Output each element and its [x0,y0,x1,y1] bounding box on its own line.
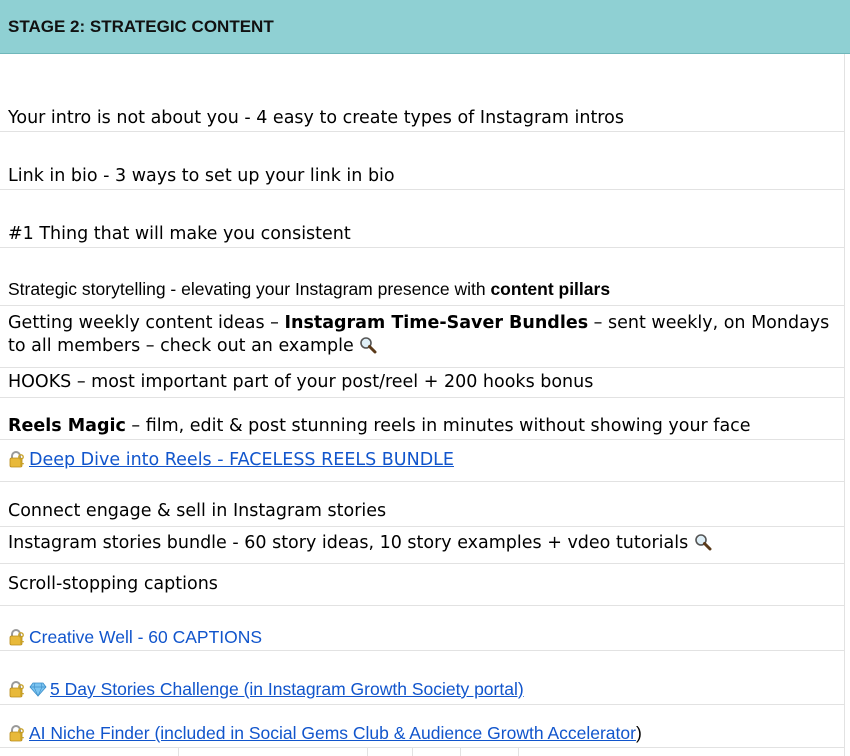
hooks-text: HOOKS – most important part of your post/reel + 200 hooks bonus [8,372,594,392]
lock-key-icon [8,628,26,646]
magnifying-glass-icon [694,533,712,551]
weekly-cell [8,312,838,358]
table-row[interactable] [0,482,844,527]
table-row[interactable] [0,368,844,398]
deep-dive-link[interactable]: Deep Dive into Reels - FACELESS REELS BUNDLE [29,450,454,470]
table-row[interactable] [0,651,844,705]
stage-header-row[interactable] [0,0,850,54]
table-row[interactable] [0,705,844,748]
ai-niche-link[interactable]: AI Niche Finder (included in Social Gems Club & Audience Growth Accelerator [29,723,636,743]
storytelling-text: Strategic storytelling - elevating your Instagram presence with [8,279,491,299]
ai-niche-suffix: ) [635,723,642,743]
table-row[interactable] [0,398,844,440]
creative-well-link[interactable]: Creative Well - 60 CAPTIONS [29,627,263,647]
connect-text: Connect engage & sell in Instagram stories [8,501,387,521]
column-divider [367,748,368,756]
column-divider [178,748,179,756]
table-row[interactable] [0,190,844,248]
table-row[interactable] [0,527,844,564]
link-in-bio-text: Link in bio - 3 ways to set up your link in bio [8,166,395,186]
captions-text: Scroll-stopping captions [8,574,218,594]
table-row[interactable] [0,440,844,482]
column-divider [412,748,413,756]
content-pillars-bold: content pillars [490,279,611,299]
stage-title: STAGE 2: STRATEGIC CONTENT [8,17,274,36]
challenge-link[interactable]: 5 Day Stories Challenge (in Instagram Growth Society portal) [50,679,524,699]
table-row[interactable] [0,306,844,368]
column-border [844,0,845,756]
stories-bundle-text: Instagram stories bundle - 60 story ideas, 10 story examples + vdeo tutorials [8,533,689,553]
table-row[interactable] [0,54,844,132]
creative-well-cell [8,626,838,649]
reels-magic-cell [8,415,838,438]
lock-key-icon [8,724,26,742]
ai-niche-cell [8,722,838,745]
consistent-text: #1 Thing that will make you consistent [8,224,351,244]
weekly-text-b: – sent weekly, on Mondays to all members – check out an example [8,313,830,356]
storytelling-cell [8,278,838,301]
reels-magic-bold: Reels Magic [8,416,126,436]
lock-key-icon [8,680,26,698]
time-saver-bundles-bold: Instagram Time-Saver Bundles [284,313,589,333]
reels-magic-text: – film, edit & post stunning reels in minutes without showing your face [125,416,751,436]
lock-key-icon [8,450,26,468]
table-row[interactable] [0,564,844,606]
magnifying-glass-icon [359,336,377,354]
challenge-cell [8,678,838,701]
intro-text: Your intro is not about you - 4 easy to create types of Instagram intros [8,108,624,128]
column-divider [460,748,461,756]
weekly-text-a: Getting weekly content ideas – [8,313,285,333]
table-row[interactable] [0,248,844,306]
table-row[interactable] [0,606,844,651]
deep-dive-cell [8,449,838,472]
column-divider [518,748,519,756]
stories-bundle-cell [8,532,838,555]
gem-icon [29,680,47,698]
table-row[interactable] [0,132,844,190]
